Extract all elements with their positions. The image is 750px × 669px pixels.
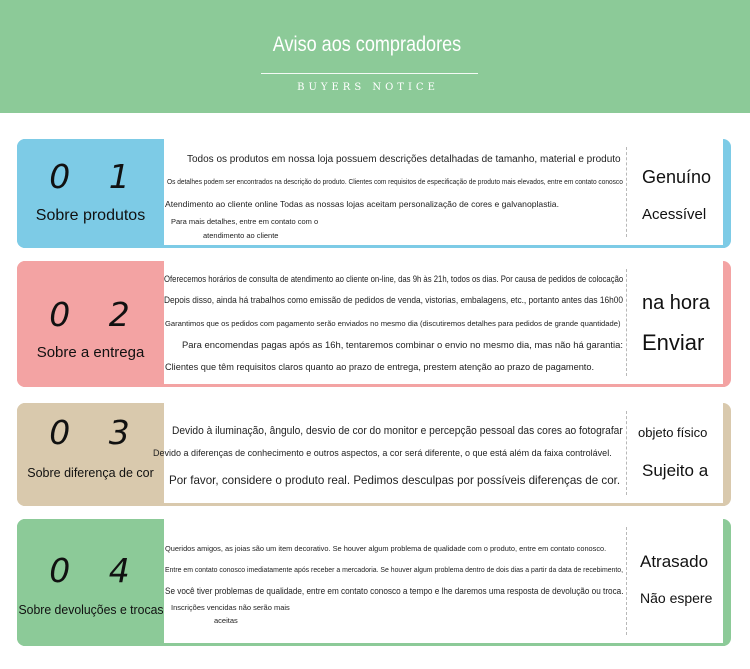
card-body bbox=[153, 403, 731, 506]
notice-line: Oferecemos horários de consulta de atendimento ao cliente on-line, das 9h às 21h, todos os dias. Por causa de pedidos de colocação bbox=[164, 274, 624, 284]
notice-line: Depois disso, ainda há trabalhos como emissão de pedidos de venda, vistorias, embalagens, etc., portanto antes das 16h00 bbox=[164, 295, 624, 305]
card-body bbox=[164, 261, 731, 387]
card-title: Sobre produtos bbox=[35, 207, 146, 224]
notice-card-color bbox=[17, 403, 731, 506]
card-tag: Acessível bbox=[642, 206, 707, 223]
card-number-panel bbox=[17, 519, 164, 646]
notice-line: Para mais detalhes, entre em contato com o bbox=[171, 217, 319, 226]
notice-line: Atendimento ao cliente online Todas as nossas lojas aceitam personalização de cores e galvanoplastia. bbox=[165, 199, 559, 209]
card-tag: objeto físico bbox=[638, 425, 708, 440]
card-number: 0 4 bbox=[49, 551, 144, 590]
card-body bbox=[164, 139, 731, 248]
dashed-divider bbox=[626, 147, 627, 237]
dashed-divider bbox=[626, 269, 627, 376]
notice-line: Para encomendas pagas após as 16h, tentaremos combinar o envio no mesmo dia, mas não há garantia: bbox=[182, 340, 623, 351]
notice-line: Os detalhes podem ser encontrados na descrição do produto. Clientes com requisitos de especificação de produto mais elevados, entre em contato conosco bbox=[167, 177, 623, 186]
card-number: 0 2 bbox=[49, 295, 144, 334]
notice-line: aceitas bbox=[214, 616, 238, 625]
notice-line: Inscrições vencidas não serão mais bbox=[171, 603, 290, 612]
title-divider bbox=[261, 73, 478, 74]
dashed-divider bbox=[626, 411, 627, 495]
notice-line: Queridos amigos, as joias são um item decorativo. Se houver algum problema de qualidade com o produto, entre em contato conosco. bbox=[165, 544, 607, 553]
header-banner bbox=[0, 0, 750, 113]
card-tag: Genuíno bbox=[642, 167, 712, 187]
card-tag: Enviar bbox=[642, 330, 705, 355]
notice-card-returns bbox=[17, 519, 731, 646]
notice-line: Por favor, considere o produto real. Pedimos desculpas por possíveis diferenças de cor. bbox=[169, 474, 621, 487]
notice-line: Devido à iluminação, ângulo, desvio de cor do monitor e percepção pessoal das cores ao fotografar bbox=[172, 425, 623, 437]
card-number-panel bbox=[17, 261, 164, 387]
notice-line: Clientes que têm requisitos claros quanto ao prazo de entrega, prestem atenção ao prazo de pagamento. bbox=[165, 362, 595, 372]
notice-card-delivery bbox=[17, 261, 731, 387]
notice-line: Se você tiver problemas de qualidade, entre em contato conosco a tempo e lhe daremos uma resposta de devolução ou troca. bbox=[165, 586, 624, 596]
notice-line: Todos os produtos em nossa loja possuem descrições detalhadas de tamanho, material e produto bbox=[187, 154, 621, 165]
page-subtitle: BUYERS NOTICE bbox=[297, 82, 439, 93]
page-title: Aviso aos compradores bbox=[272, 33, 462, 56]
card-title: Sobre diferença de cor bbox=[27, 466, 154, 480]
card-number-panel bbox=[17, 139, 164, 248]
card-body bbox=[164, 519, 731, 646]
card-title: Sobre devoluções e trocas bbox=[18, 603, 164, 617]
card-number: 0 1 bbox=[49, 157, 144, 196]
notice-line: Entre em contato conosco imediatamente após receber a mercadoria. Se houver algum problema dentro de dois dias a partir da data de recebimento, bbox=[165, 565, 624, 574]
dashed-divider bbox=[626, 527, 627, 635]
card-tag: Não espere bbox=[640, 590, 713, 606]
card-tag: na hora bbox=[642, 292, 710, 314]
notice-line: Garantimos que os pedidos com pagamento serão enviados no mesmo dia (discutiremos detalhes para pedidos de grande quantidade) bbox=[165, 319, 621, 328]
notice-line: atendimento ao cliente bbox=[203, 231, 279, 240]
card-title: Sobre a entrega bbox=[36, 344, 145, 361]
card-tag: Sujeito a bbox=[642, 461, 709, 480]
notice-line: Devido a diferenças de conhecimento e outros aspectos, a cor será diferente, o que está além da faixa controlável. bbox=[153, 448, 612, 459]
card-number-panel bbox=[17, 403, 164, 506]
card-tag: Atrasado bbox=[640, 552, 709, 571]
notice-card-products bbox=[17, 139, 731, 248]
card-number: 0 3 bbox=[49, 413, 144, 452]
